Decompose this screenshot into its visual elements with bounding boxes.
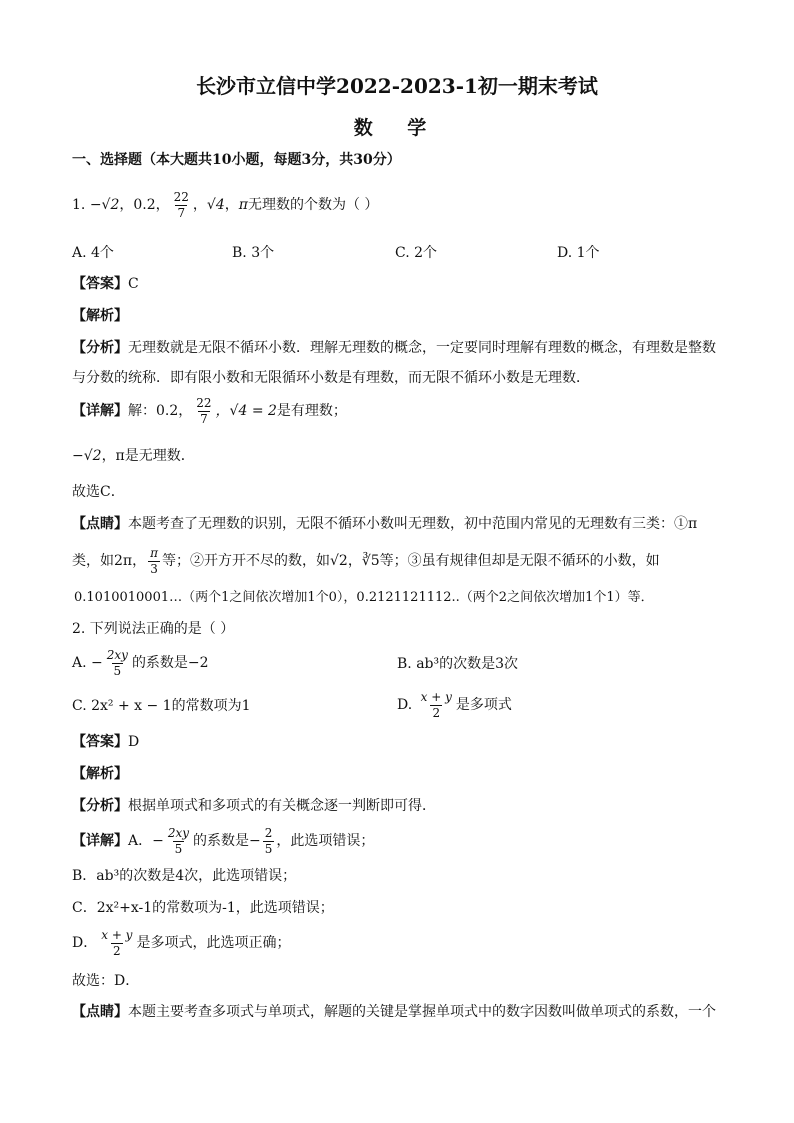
detail-tag: 【详解】 — [72, 403, 128, 419]
dA-num2: 2 — [264, 825, 273, 840]
q2-optD-pre: D. — [397, 697, 413, 713]
answer-tag: 【答案】 — [72, 734, 128, 750]
dA-den2: 5 — [264, 841, 273, 856]
q1-fraction — [172, 190, 191, 221]
q2-dianjing — [72, 1002, 716, 1022]
q1-analysis-tag: 【解析】 — [72, 308, 128, 324]
detail-2b: ，π是无理数． — [101, 448, 195, 464]
dj-frac-den: 3 — [150, 561, 158, 576]
detail-2a: −√2 — [72, 448, 102, 464]
q1-sqrt4: √4 — [206, 197, 225, 213]
q2-detail-b: B．ab³的次数是4次，此选项错误； — [72, 868, 297, 884]
q1-frac-num: 22 — [173, 189, 189, 204]
q1-fenxi-line1 — [72, 338, 716, 358]
q2-optA-pre: A. − — [72, 655, 103, 671]
q2-detail-a — [72, 824, 374, 858]
q1-tail: 无理数的个数为（ ） — [247, 197, 379, 213]
dianjing-tag: 【点睛】 — [72, 1004, 128, 1020]
detail-a: 解：0.2， — [128, 403, 193, 419]
answer-value: C — [128, 276, 139, 292]
q1-choose: 故选C． — [72, 484, 125, 500]
q1-sep2: ， — [192, 197, 207, 213]
detail-c: 是有理数； — [276, 403, 347, 419]
q2-optA-post: 的系数是−2 — [131, 655, 209, 671]
section-heading: 一、选择题（本大题共10小题，每题3分，共30分） — [72, 152, 401, 168]
q2-answer — [72, 732, 139, 752]
q1-neg-sqrt2: −√2 — [89, 197, 120, 213]
q1-option-a: A. 4个 — [72, 245, 114, 261]
answer-tag: 【答案】 — [72, 276, 128, 292]
q2-option-c: C. 2x² + x − 1的常数项为1 — [72, 698, 251, 714]
detail-frac-den: 7 — [200, 411, 208, 426]
q1-option-d: D. 1个 — [557, 245, 600, 261]
dD-frac — [99, 928, 134, 959]
subject-title: 数 学 — [353, 117, 441, 139]
q1-sep3: ， — [224, 197, 239, 213]
dj-fraction — [148, 546, 160, 577]
q2-stem: 2. 下列说法正确的是（ ） — [72, 621, 235, 637]
fenxi-text: 无理数就是无限不循环小数．理解无理数的概念，一定要同时理解有理数的概念，有理数是整数 — [128, 340, 716, 356]
q2-detail-d — [72, 926, 290, 960]
fenxi-tag: 【分析】 — [72, 798, 128, 814]
dianjing-text: 本题主要考查多项式与单项式，解题的关键是掌握单项式中的数字因数叫做单项式的系数，一个 — [128, 1004, 716, 1020]
dD-pre: D． — [72, 935, 98, 951]
q1-frac-den: 7 — [177, 205, 186, 220]
q1-dianjing-line3: 0.1010010001…（两个1之间依次增加1个0），0.2121121112..（两个2之间依次增加1个1）等． — [74, 590, 654, 605]
q2-optD-num: x + y — [420, 689, 452, 704]
q2-option-a — [72, 646, 209, 680]
dD-num: x + y — [101, 927, 133, 942]
q1-option-b: B. 3个 — [232, 245, 275, 261]
dA-num: 2xy — [167, 825, 190, 840]
dA-pre: A．− — [128, 833, 164, 849]
detail-tag: 【详解】 — [72, 833, 128, 849]
dj-frac-num: π — [150, 545, 158, 560]
q2-choose: 故选：D． — [72, 973, 140, 989]
q1-fenxi-line2: 与分数的统称．即有限小数和无限循环小数是有理数，而无限不循环小数是无理数． — [72, 370, 590, 386]
q2-fenxi — [72, 796, 436, 816]
dA-den: 5 — [174, 841, 183, 856]
exam-title: 长沙市立信中学2022-2023-1初一期末考试 — [196, 74, 598, 98]
q1-number: 1. — [72, 197, 86, 213]
q1-answer — [72, 274, 139, 294]
answer-value: D — [128, 734, 140, 750]
q1-detail-line2 — [72, 446, 195, 466]
dA-post: ，此选项错误； — [276, 833, 375, 849]
q2-optD-den: 2 — [432, 705, 441, 720]
q2-optA-frac — [105, 648, 130, 679]
q2-option-d — [397, 688, 512, 722]
q1-sep: ，0.2， — [119, 197, 170, 213]
dj-2b: 等；②开方开不尽的数，如√2，∛5等；③虽有规律但却是无限不循环的小数，如 — [162, 553, 660, 569]
dj-2a: 类，如2π， — [72, 553, 147, 569]
dD-post: 是多项式，此选项正确； — [136, 935, 291, 951]
dA-mid: 的系数是− — [193, 833, 261, 849]
detail-frac-num: 22 — [196, 395, 212, 410]
q2-optA-den: 5 — [113, 663, 122, 678]
fenxi-tag: 【分析】 — [72, 340, 128, 356]
q1-dianjing-line2 — [72, 544, 660, 578]
q2-analysis-tag: 【解析】 — [72, 766, 128, 782]
q1-detail-line1 — [72, 394, 347, 428]
q1-stem — [72, 188, 378, 222]
dD-den: 2 — [113, 943, 121, 958]
q1-pi: π — [238, 197, 248, 213]
q2-optA-num: 2xy — [106, 647, 128, 662]
q2-optD-post: 是多项式 — [455, 697, 512, 713]
q2-optD-frac — [419, 690, 454, 721]
q1-dianjing-line1 — [72, 514, 697, 534]
dianjing-text: 本题考查了无理数的识别，无限不循环小数叫无理数，初中范围内常见的无理数有三类：①π — [128, 516, 698, 532]
q2-detail-c: C．2x²+x-1的常数项为-1，此选项错误； — [72, 900, 334, 916]
q2-option-b: B. ab³的次数是3次 — [397, 656, 519, 672]
fenxi-text: 根据单项式和多项式的有关概念逐一判断即可得． — [128, 798, 436, 814]
dA-frac2 — [263, 826, 275, 857]
q1-option-c: C. 2个 — [395, 245, 438, 261]
detail-fraction — [194, 396, 213, 427]
dianjing-tag: 【点睛】 — [72, 516, 128, 532]
detail-b: ，√4 = 2 — [215, 403, 277, 419]
dA-frac1 — [166, 826, 191, 857]
